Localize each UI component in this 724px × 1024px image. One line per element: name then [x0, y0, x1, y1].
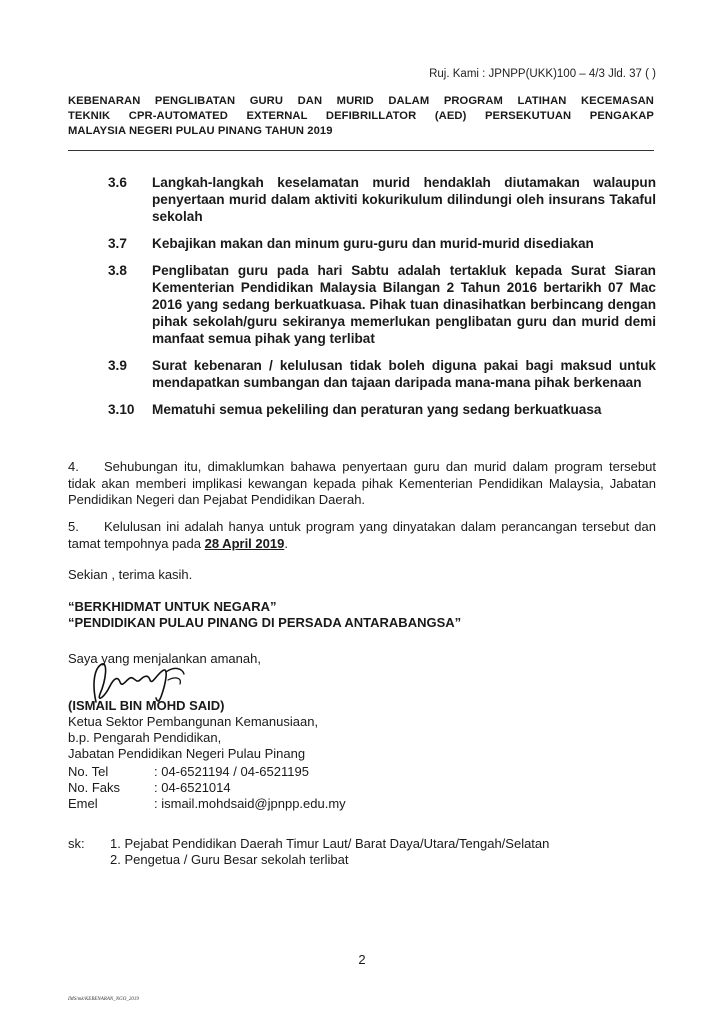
paragraph-5: [68, 519, 656, 552]
list-item: 1. Pejabat Pendidikan Daerah Timur Laut/ Barat Daya/Utara/Tengah/Selatan: [110, 836, 550, 851]
conditions-list: [108, 174, 656, 428]
motto-line: “BERKHIDMAT UNTUK NEGARA”: [68, 599, 277, 614]
item-text: Kebajikan makan dan minum guru-guru dan murid-murid disediakan: [152, 236, 594, 251]
item-text: Surat kebenaran / kelulusan tidak boleh diguna pakai bagi maksud untuk mendapatkan sumbangan dan tajaan daripada mana-mana pihak berkenaan: [152, 358, 656, 390]
expiry-date: 28 April 2019: [204, 535, 285, 551]
item-number: 3.6: [108, 175, 127, 190]
list-item: [108, 262, 656, 347]
paragraph-end: .: [284, 535, 288, 551]
item-number: 3.9: [108, 358, 127, 373]
list-item: [108, 174, 656, 225]
title-divider: [68, 150, 654, 151]
title-line: MALAYSIA NEGERI PULAU PINANG TAHUN 2019: [68, 125, 333, 137]
footer-code: IMS/mk/KEBENARAN_NGO_2019: [68, 997, 139, 1002]
title-line: TEKNIK CPR-AUTOMATED EXTERNAL DEFIBRILLATOR (AED) PERSEKUTUAN PENGAKAP: [68, 110, 654, 122]
contact-value: : 04-6521014: [154, 780, 231, 795]
signer-name: (ISMAIL BIN MOHD SAID): [68, 698, 225, 713]
paragraph-text: Kelulusan ini adalah hanya untuk program yang dinyatakan dalam perancangan tersebut dan tamat tempohnya pada: [68, 519, 656, 551]
list-item: [108, 357, 656, 391]
item-number: 3.8: [108, 263, 127, 278]
copy-to-label: sk:: [68, 836, 85, 851]
item-text: Penglibatan guru pada hari Sabtu adalah tertakluk kepada Surat Siaran Kementerian Pendidikan Malaysia Bilangan 2 Tahun 2016 bertarikh 07 Mac 2016 yang sedang berkuatkuasa. Pihak tuan dinasihatkan berbincang dengan pihak sekolah/guru sekiranya memerlukan penglibatan guru dan murid demi manfaat semua pihak yang terlibat: [152, 263, 656, 346]
list-item: 2. Pengetua / Guru Besar sekolah terlibat: [110, 852, 349, 867]
contact-value: : ismail.mohdsaid@jpnpp.edu.my: [154, 796, 346, 811]
paragraph-number: 4.: [68, 459, 79, 474]
copy-to-block: [68, 836, 549, 868]
document-title: [68, 94, 654, 139]
signer-title: Ketua Sektor Pembangunan Kemanusiaan,: [68, 714, 319, 729]
title-line: KEBENARAN PENGLIBATAN GURU DAN MURID DALAM PROGRAM LATIHAN KECEMASAN: [68, 95, 654, 107]
copy-to-list: [110, 836, 549, 868]
signoff-text: Saya yang menjalankan amanah,: [68, 651, 261, 666]
list-item: [108, 401, 656, 418]
item-text: Langkah-langkah keselamatan murid hendaklah diutamakan walaupun penyertaan murid dalam aktiviti kokurikulum dilindungi oleh insurans Takaful sekolah: [152, 175, 656, 224]
contact-block: [68, 764, 346, 812]
paragraph-text: Sehubungan itu, dimaklumkan bahawa penyertaan guru dan murid dalam program tersebut tidak akan memberi implikasi kewangan kepada pihak Kementerian Pendidikan Malaysia, Jabatan Pendidikan Negeri dan Pejabat Pendidikan Daerah.: [68, 459, 656, 507]
closing-text: Sekian , terima kasih.: [68, 567, 193, 582]
paragraph-number: 5.: [68, 519, 79, 534]
signer-title: Jabatan Pendidikan Negeri Pulau Pinang: [68, 746, 306, 761]
contact-row: [68, 796, 346, 812]
contact-value: : 04-6521194 / 04-6521195: [154, 764, 309, 779]
contact-row: [68, 764, 346, 780]
item-text: Mematuhi semua pekeliling dan peraturan yang sedang berkuatkuasa: [152, 402, 602, 417]
contact-label: Emel: [68, 796, 98, 811]
list-item: [108, 235, 656, 252]
contact-label: No. Tel: [68, 764, 109, 779]
page-number: 2: [358, 952, 366, 967]
item-number: 3.10: [108, 402, 135, 417]
contact-row: [68, 780, 346, 796]
motto-line: “PENDIDIKAN PULAU PINANG DI PERSADA ANTARABANGSA”: [68, 615, 462, 630]
paragraph-4: [68, 459, 656, 509]
reference-number: Ruj. Kami : JPNPP(UKK)100 – 4/3 Jld. 37 ( ): [429, 68, 656, 80]
item-number: 3.7: [108, 236, 127, 251]
signer-title: b.p. Pengarah Pendidikan,: [68, 730, 222, 745]
contact-label: No. Faks: [68, 780, 121, 795]
